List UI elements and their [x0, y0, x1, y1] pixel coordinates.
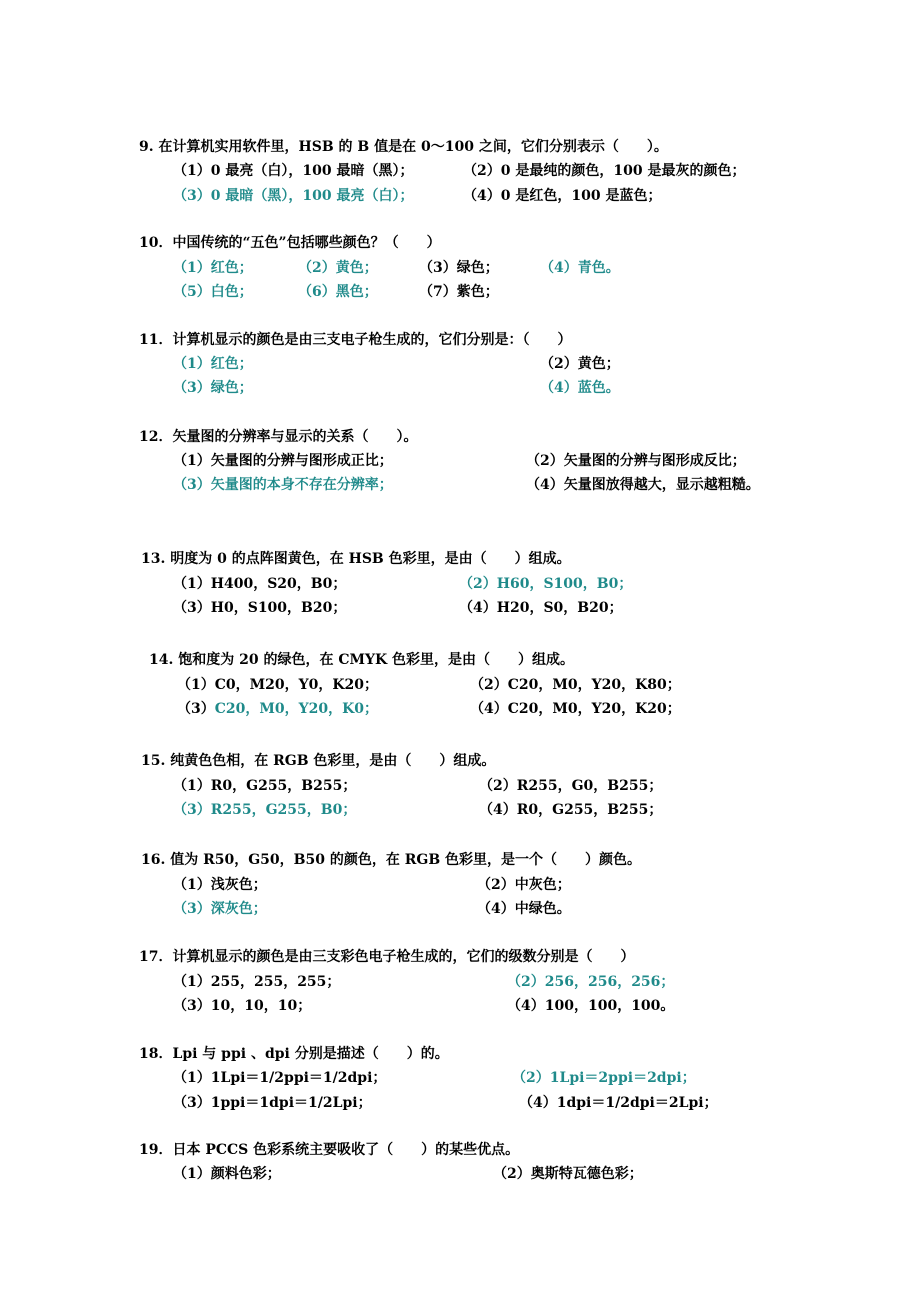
option-1: （1）H400，S20，B0；: [173, 576, 347, 592]
option-4-answer: （4）蓝色。: [540, 380, 620, 396]
option-4: （4）1dpi＝1/2dpi＝2Lpi；: [519, 1095, 718, 1111]
option-4: （4）R0，G255，B255；: [479, 802, 663, 818]
option-2-answer: （2）H60，S100，B0；: [459, 576, 633, 592]
option-1: （1）1Lpi＝1/2ppi＝1/2dpi；: [173, 1070, 387, 1086]
option-4: （4）0 是红色，100 是蓝色；: [463, 188, 662, 204]
option-4-answer: （4）青色。: [540, 260, 620, 276]
question-stem: 13. 明度为 0 的点阵图黄色，在 HSB 色彩里，是由（ ）组成。: [141, 551, 571, 567]
option-3: （3）绿色；: [419, 260, 499, 276]
option-2: （2）中灰色；: [477, 877, 571, 893]
option-2: （2）黄色；: [540, 356, 620, 372]
option-1: （1）255，255，255；: [173, 974, 341, 990]
option-1: （1）浅灰色；: [173, 877, 267, 893]
option-3: （3）1ppi＝1dpi＝1/2Lpi；: [173, 1095, 372, 1111]
option-2: （2）0 是最纯的颜色，100 是最灰的颜色；: [463, 163, 746, 179]
option-3: （3）H0，S100，B20；: [173, 600, 347, 616]
option-3-answer: （3）深灰色；: [173, 901, 267, 917]
option-2: （2）C20，M0，Y20，K80；: [470, 677, 681, 693]
question-stem: 14. 饱和度为 20 的绿色，在 CMYK 色彩里，是由（ ）组成。: [149, 652, 575, 668]
option-5-answer: （5）白色；: [173, 284, 253, 300]
option-4: （4）C20，M0，Y20，K20；: [470, 701, 681, 717]
question-stem: 12．矢量图的分辨率与显示的关系（ ）。: [139, 429, 418, 445]
option-7: （7）紫色；: [419, 284, 499, 300]
option-2: （2）矢量图的分辨与图形成反比；: [526, 453, 746, 469]
option-4: （4）100，100，100。: [507, 998, 675, 1014]
option-3-answer: （3）R255，G255，B0；: [173, 802, 357, 818]
question-stem: 16. 值为 R50，G50，B50 的颜色，在 RGB 色彩里，是一个（ ）颜色。: [141, 852, 642, 868]
option-1: （1）R0，G255，B255；: [173, 778, 357, 794]
option-3: （3）10，10，10；: [173, 998, 312, 1014]
option-3: [177, 699, 378, 719]
question-stem: 19．日本 PCCS 色彩系统主要吸收了（ ）的某些优点。: [139, 1142, 520, 1158]
option-3-answer: （3）矢量图的本身不存在分辨率；: [173, 477, 393, 493]
option-1: （1）0 最亮（白），100 最暗（黑）；: [173, 163, 414, 179]
option-1-answer: （1）红色；: [173, 260, 253, 276]
option-prefix: （3）: [177, 701, 215, 717]
question-stem: 17．计算机显示的颜色是由三支彩色电子枪生成的，它们的级数分别是（ ）: [139, 949, 635, 965]
option-4: （4）H20，S0，B20；: [459, 600, 623, 616]
question-stem: 11．计算机显示的颜色是由三支电子枪生成的，它们分别是：（ ）: [139, 332, 572, 348]
option-1-answer: （1）红色；: [173, 356, 253, 372]
option-3-answer-text: C20，M0，Y20，K0；: [214, 701, 378, 717]
option-4: （4）矢量图放得越大，显示越粗糙。: [526, 477, 760, 493]
option-2-answer: （2）黄色；: [298, 260, 378, 276]
option-3-answer: （3）0 最暗（黑），100 最亮（白）；: [173, 188, 414, 204]
option-2-answer: （2）1Lpi＝2ppi＝2dpi；: [512, 1070, 696, 1086]
option-1: （1）C0，M20，Y0，K20；: [177, 677, 378, 693]
option-2: （2）R255，G0，B255；: [479, 778, 663, 794]
option-1: （1）矢量图的分辨与图形成正比；: [173, 453, 393, 469]
option-2: （2）奥斯特瓦德色彩；: [493, 1166, 643, 1182]
option-6-answer: （6）黑色；: [298, 284, 378, 300]
option-1: （1）颜料色彩；: [173, 1166, 281, 1182]
question-stem: 9. 在计算机实用软件里，HSB 的 B 值是在 0～100 之间，它们分别表示（ ）。: [139, 139, 668, 155]
question-stem: 10．中国传统的“五色”包括哪些颜色？（ ）: [139, 235, 441, 251]
question-stem: 15. 纯黄色色相，在 RGB 色彩里，是由（ ）组成。: [141, 753, 496, 769]
option-2-answer: （2）256，256，256；: [507, 974, 675, 990]
question-stem: 18．Lpi 与 ppi 、dpi 分别是描述（ ）的。: [139, 1046, 449, 1062]
option-4: （4）中绿色。: [477, 901, 571, 917]
option-3-answer: （3）绿色；: [173, 380, 253, 396]
